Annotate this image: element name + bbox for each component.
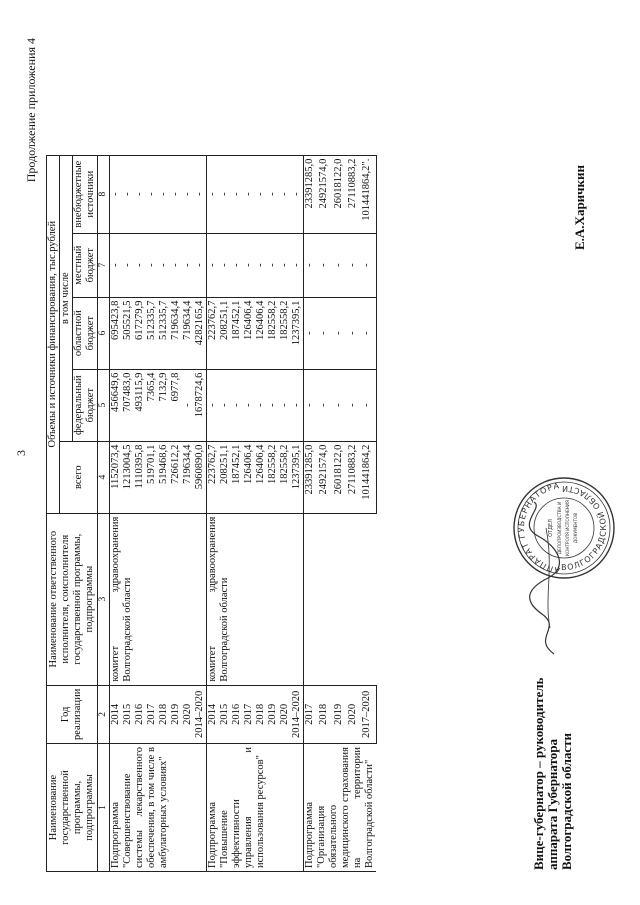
federal-value-cell: - <box>243 369 255 441</box>
table-row <box>110 155 123 871</box>
total-value-cell: 223762,7 <box>207 441 220 513</box>
regional-value-cell: - <box>347 297 361 369</box>
total-value-cell: 23391285,0 <box>304 441 319 513</box>
year-cell: 2017 <box>146 685 158 743</box>
header-including: в том числе <box>60 155 73 441</box>
svg-text:ДЕЛОПРОИЗВОДСТВА И: ДЕЛОПРОИЗВОДСТВА И <box>557 501 562 555</box>
table-row <box>304 155 319 871</box>
federal-value-cell: - <box>318 369 332 441</box>
federal-value-cell: - <box>219 369 231 441</box>
regional-value-cell: 208251,1 <box>219 297 231 369</box>
total-value-cell: 726612,2 <box>170 441 182 513</box>
federal-value-cell: 493115,9 <box>134 369 146 441</box>
total-value-cell: 1213004,5 <box>122 441 134 513</box>
total-value-cell: 24921574,0 <box>318 441 332 513</box>
local-value-cell: - <box>207 233 220 297</box>
total-value-cell: 126406,4 <box>255 441 267 513</box>
extra-value-cell: 24921574,0 <box>318 155 332 233</box>
total-value-cell: 519701,1 <box>146 441 158 513</box>
extra-value-cell: 26018122,0 <box>333 155 347 233</box>
federal-value-cell: - <box>207 369 220 441</box>
svg-text:ДОКУМЕНТОВ: ДОКУМЕНТОВ <box>573 512 578 544</box>
federal-value-cell: - <box>333 369 347 441</box>
regional-value-cell: 719634,4 <box>170 297 182 369</box>
header-year: Год реализации <box>47 685 98 743</box>
regional-value-cell: 126406,4 <box>255 297 267 369</box>
local-value-cell: - <box>182 233 194 297</box>
extra-value-cell: 101441864,2". <box>361 155 376 233</box>
federal-value-cell: 707483,0 <box>122 369 134 441</box>
total-value-cell: 182558,2 <box>267 441 279 513</box>
federal-value-cell: - <box>255 369 267 441</box>
extra-value-cell: - <box>182 155 194 233</box>
svg-text:ОТДЕЛ: ОТДЕЛ <box>548 519 554 537</box>
signature-block <box>532 678 574 870</box>
total-value-cell: 519468,6 <box>158 441 170 513</box>
local-value-cell: - <box>158 233 170 297</box>
local-value-cell: - <box>219 233 231 297</box>
column-number: 2 <box>98 685 110 743</box>
header-total: всего <box>60 441 98 513</box>
year-cell: 2020 <box>182 685 194 743</box>
regional-value-cell: 719634,4 <box>182 297 194 369</box>
year-cell: 2014–2020 <box>194 685 207 743</box>
regional-value-cell: 505521,5 <box>122 297 134 369</box>
column-number: 4 <box>98 441 110 513</box>
regional-value-cell: - <box>333 297 347 369</box>
local-value-cell: - <box>347 233 361 297</box>
regional-value-cell: 223762,7 <box>207 297 220 369</box>
total-value-cell: 126406,4 <box>243 441 255 513</box>
federal-value-cell: - <box>361 369 376 441</box>
year-cell: 2018 <box>318 685 332 743</box>
header-local: местный бюджет <box>73 233 98 297</box>
regional-value-cell: 512335,7 <box>146 297 158 369</box>
total-value-cell: 187452,1 <box>231 441 243 513</box>
page-number: 3 <box>14 450 28 456</box>
header-executor: Наименование ответственного исполнителя, соисполнителя государственной программы, подпрограммы <box>47 513 98 685</box>
executor-cell <box>304 513 377 685</box>
total-value-cell: 5960890,0 <box>194 441 207 513</box>
year-cell: 2016 <box>231 685 243 743</box>
total-value-cell: 719634,4 <box>182 441 194 513</box>
financing-table <box>46 155 377 872</box>
signature-title-line: Вице-губернатор – руководитель <box>531 677 546 870</box>
federal-value-cell: - <box>304 369 319 441</box>
regional-value-cell: - <box>318 297 332 369</box>
signature-title-line: Волгоградской области <box>559 732 574 870</box>
column-number: 3 <box>98 513 110 685</box>
header-regional: областной бюджет <box>73 297 98 369</box>
federal-value-cell: - <box>279 369 291 441</box>
year-cell: 2017 <box>304 685 319 743</box>
extra-value-cell: - <box>122 155 134 233</box>
local-value-cell: - <box>291 233 304 297</box>
federal-value-cell: - <box>231 369 243 441</box>
total-value-cell: 1237395,1 <box>291 441 304 513</box>
header-program-name: Наименование государственной программы, подпрограммы <box>47 744 98 872</box>
federal-value-cell: 456649,6 <box>110 369 123 441</box>
signature-title-line: аппарата Губернатора <box>545 738 560 870</box>
regional-value-cell: 182558,2 <box>267 297 279 369</box>
year-cell: 2018 <box>158 685 170 743</box>
local-value-cell: - <box>279 233 291 297</box>
extra-value-cell: - <box>243 155 255 233</box>
extra-value-cell: 23391285,0 <box>304 155 319 233</box>
local-value-cell: - <box>170 233 182 297</box>
local-value-cell: - <box>361 233 376 297</box>
year-cell: 2015 <box>122 685 134 743</box>
year-cell: 2014 <box>110 685 123 743</box>
regional-value-cell: 617279,9 <box>134 297 146 369</box>
year-cell: 2016 <box>134 685 146 743</box>
extra-value-cell: - <box>207 155 220 233</box>
extra-value-cell: 27110883,2 <box>347 155 361 233</box>
extra-value-cell: - <box>291 155 304 233</box>
total-value-cell: 27110883,2 <box>347 441 361 513</box>
extra-value-cell: - <box>219 155 231 233</box>
local-value-cell: - <box>333 233 347 297</box>
regional-value-cell: 187452,1 <box>231 297 243 369</box>
column-number: 1 <box>98 744 110 872</box>
local-value-cell: - <box>243 233 255 297</box>
local-value-cell: - <box>146 233 158 297</box>
total-value-cell: 1152073,4 <box>110 441 123 513</box>
local-value-cell: - <box>122 233 134 297</box>
year-cell: 2017 <box>243 685 255 743</box>
year-cell: 2018 <box>255 685 267 743</box>
program-name-cell: Подпрограмма "Организация обязательного медицинского страхования на территории Волгоградской области" <box>304 744 377 872</box>
year-cell: 2019 <box>333 685 347 743</box>
local-value-cell: - <box>267 233 279 297</box>
extra-value-cell: - <box>231 155 243 233</box>
federal-value-cell: - <box>182 369 194 441</box>
year-cell: 2020 <box>279 685 291 743</box>
local-value-cell: - <box>134 233 146 297</box>
extra-value-cell: - <box>255 155 267 233</box>
regional-value-cell: - <box>361 297 376 369</box>
regional-value-cell: 695423,8 <box>110 297 123 369</box>
federal-value-cell: 7365,4 <box>146 369 158 441</box>
regional-value-cell: 182558,2 <box>279 297 291 369</box>
table-body <box>110 155 377 871</box>
svg-text:ВОЛГОГРАДСКОЙ ОБЛАСТИ: ВОЛГОГРАДСКОЙ ОБЛАСТИ <box>561 483 609 573</box>
extra-value-cell: - <box>267 155 279 233</box>
regional-value-cell: 4282165,4 <box>194 297 207 369</box>
program-name-cell: Подпрограмма "Совершенствование системы лекарственного обеспечения, в том числе в амбулаторных условиях" <box>110 744 207 872</box>
total-value-cell: 26018122,0 <box>333 441 347 513</box>
extra-value-cell: - <box>279 155 291 233</box>
header-volume-group: Объемы и источники финансирования, тыс.рублей <box>47 155 60 513</box>
federal-value-cell: - <box>347 369 361 441</box>
svg-text:АППАРАТ ГУБЕРНАТОРА: АППАРАТ ГУБЕРНАТОРА <box>516 481 561 575</box>
header-federal: федеральный бюджет <box>73 369 98 441</box>
year-cell: 2014–2020 <box>291 685 304 743</box>
regional-value-cell: - <box>304 297 319 369</box>
federal-value-cell: 7132,9 <box>158 369 170 441</box>
executor-cell: комитет здравоохранения Волгоградской области <box>207 513 304 685</box>
year-cell: 2019 <box>267 685 279 743</box>
svg-text:КОНТРОЛЯ ИСПОЛНЕНИЯ: КОНТРОЛЯ ИСПОЛНЕНИЯ <box>565 500 570 556</box>
program-name-cell: Подпрограмма "Повышение эффективности управления и использования ресурсов" <box>207 744 304 872</box>
column-number: 6 <box>98 297 110 369</box>
column-number: 8 <box>98 155 110 233</box>
total-value-cell: 208251,1 <box>219 441 231 513</box>
extra-value-cell: - <box>146 155 158 233</box>
local-value-cell: - <box>255 233 267 297</box>
federal-value-cell: - <box>267 369 279 441</box>
column-number: 5 <box>98 369 110 441</box>
local-value-cell: - <box>318 233 332 297</box>
official-seal-stamp <box>512 476 616 580</box>
year-cell: 2014 <box>207 685 220 743</box>
federal-value-cell: - <box>291 369 304 441</box>
column-number: 7 <box>98 233 110 297</box>
rotated-document-page <box>12 10 632 890</box>
year-cell: 2020 <box>347 685 361 743</box>
regional-value-cell: 126406,4 <box>243 297 255 369</box>
local-value-cell: - <box>110 233 123 297</box>
federal-value-cell: 1678724,6 <box>194 369 207 441</box>
local-value-cell: - <box>194 233 207 297</box>
header-extra: внебюджетные источники <box>73 155 98 233</box>
extra-value-cell: - <box>134 155 146 233</box>
signer-name: Е.А.Харичкин <box>572 165 587 250</box>
local-value-cell: - <box>231 233 243 297</box>
year-cell: 2015 <box>219 685 231 743</box>
executor-cell: комитет здравоохранения Волгоградской области <box>110 513 207 685</box>
table-row <box>207 155 220 871</box>
federal-value-cell: 6977,8 <box>170 369 182 441</box>
local-value-cell: - <box>304 233 319 297</box>
continuation-caption: Продолжение приложения 4 <box>24 38 38 183</box>
year-cell: 2019 <box>170 685 182 743</box>
extra-value-cell: - <box>194 155 207 233</box>
extra-value-cell: - <box>170 155 182 233</box>
total-value-cell: 1110395,8 <box>134 441 146 513</box>
extra-value-cell: - <box>158 155 170 233</box>
regional-value-cell: 1237395,1 <box>291 297 304 369</box>
regional-value-cell: 512335,7 <box>158 297 170 369</box>
extra-value-cell: - <box>110 155 123 233</box>
year-cell: 2017–2020 <box>361 685 376 743</box>
total-value-cell: 182558,2 <box>279 441 291 513</box>
total-value-cell: 101441864,2 <box>361 441 376 513</box>
